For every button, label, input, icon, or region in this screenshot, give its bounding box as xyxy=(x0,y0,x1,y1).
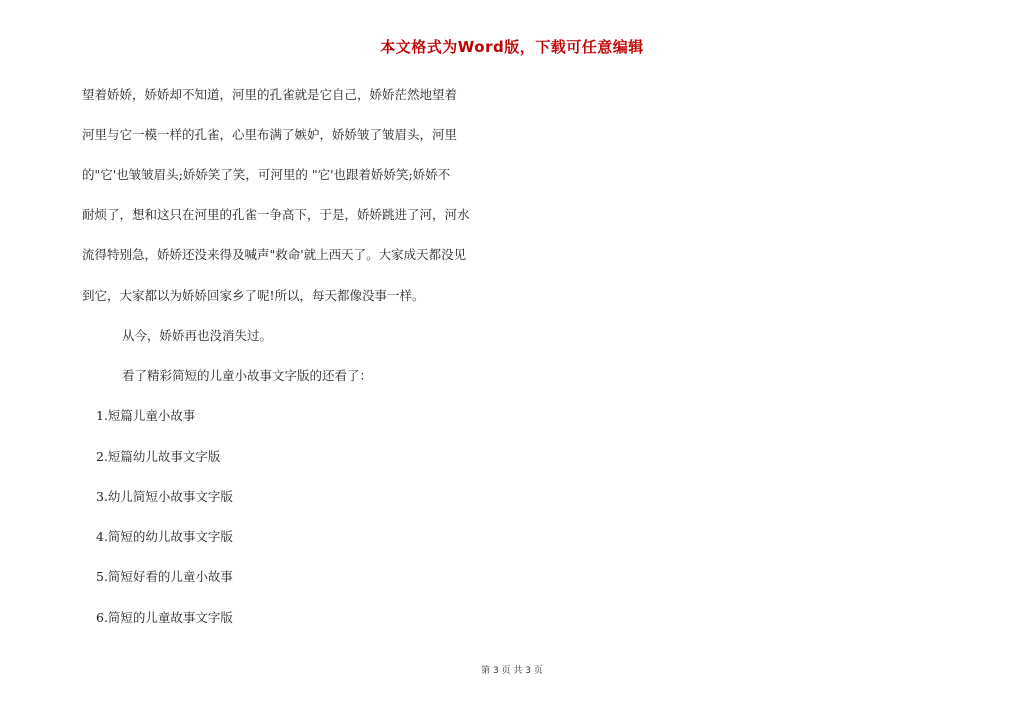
paragraph-line: 耐烦了，想和这只在河里的孔雀一争高下，于是，娇娇跳进了河，河水 xyxy=(82,207,470,222)
related-list-item: 6.简短的儿童故事文字版 xyxy=(96,610,233,625)
paragraph-line: 的"它'也皱皱眉头;娇娇笑了笑，可河里的 "它'也跟着娇娇笑;娇娇不 xyxy=(82,167,451,182)
page-footer-number: 第 3 页 共 3 页 xyxy=(481,666,543,676)
paragraph-line: 望着娇娇，娇娇却不知道，河里的孔雀就是它自己，娇娇茫然地望着 xyxy=(82,87,458,102)
related-intro: 看了精彩简短的儿童小故事文字版的还看了： xyxy=(122,368,373,383)
closing-line: 从今，娇娇再也没消失过。 xyxy=(122,328,273,343)
related-list-item: 2.短篇幼儿故事文字版 xyxy=(96,449,221,464)
related-list-item: 1.短篇儿童小故事 xyxy=(96,408,196,423)
related-list-item: 5.简短好看的儿童小故事 xyxy=(96,569,233,584)
page-header-title: 本文格式为Word版，下载可任意编辑 xyxy=(380,38,644,56)
related-list-item: 4.简短的幼儿故事文字版 xyxy=(96,529,233,544)
related-list-item: 3.幼儿简短小故事文字版 xyxy=(96,489,233,504)
paragraph-line: 到它，大家都以为娇娇回家乡了呢!所以，每天都像没事一样。 xyxy=(82,288,425,303)
paragraph-line: 河里与它一模一样的孔雀，心里布满了嫉妒，娇娇皱了皱眉头，河里 xyxy=(82,127,458,142)
paragraph-line: 流得特别急，娇娇还没来得及喊声"救命'就上西天了。大家成天都没见 xyxy=(82,247,467,262)
